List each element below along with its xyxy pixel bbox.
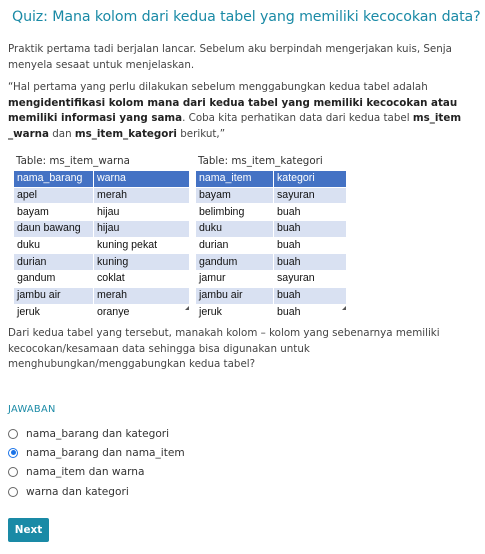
table-cell: buah — [274, 204, 347, 221]
quote-paragraph — [8, 80, 478, 142]
table-cell: buah — [274, 221, 347, 238]
table-row — [196, 237, 347, 254]
table-row — [196, 271, 347, 288]
table-cell: bayam — [196, 187, 274, 204]
table-caption: Table: ms_item_warna — [16, 155, 130, 167]
radio-button[interactable] — [8, 487, 18, 497]
data-table — [195, 170, 347, 321]
table-cell: buah — [274, 287, 347, 304]
option-label[interactable]: warna dan kategori — [26, 485, 129, 498]
quiz-title: Quiz: Mana kolom dari kedua tabel yang memiliki kecocokan data? — [12, 9, 481, 25]
option-label[interactable]: nama_barang dan nama_item — [26, 446, 185, 459]
answer-option[interactable] — [8, 484, 129, 499]
table-row — [196, 204, 347, 221]
table-cell: kuning — [94, 254, 190, 271]
intro-paragraph: Praktik pertama tadi berjalan lancar. Sebelum aku berpindah mengerjakan kuis, Senja menyela sesaat untuk menjelaskan. — [8, 43, 452, 71]
radio-button[interactable] — [8, 448, 18, 458]
table-row — [196, 221, 347, 238]
table-resize-handle — [185, 306, 189, 310]
answer-label: JAWABAN — [8, 404, 56, 415]
table-row — [14, 187, 190, 204]
table-cell: hijau — [94, 221, 190, 238]
table-cell: coklat — [94, 271, 190, 288]
next-button[interactable]: Next — [8, 518, 49, 542]
table-cell: merah — [94, 187, 190, 204]
quote-text-4: berikut,” — [176, 127, 226, 140]
answer-option[interactable] — [8, 426, 169, 441]
table-cell: jeruk — [14, 304, 94, 321]
table-cell: jeruk — [196, 304, 274, 321]
column-header: kategori — [274, 171, 347, 188]
table-cell: buah — [274, 304, 347, 321]
table-row — [14, 304, 190, 321]
quote-text-1: “Hal pertama yang perlu dilakukan sebelum menggabungkan kedua tabel adalah — [8, 81, 428, 93]
table-row — [196, 287, 347, 304]
table-row — [196, 254, 347, 271]
table-cell: apel — [14, 187, 94, 204]
table-cell: sayuran — [274, 271, 347, 288]
option-label[interactable]: nama_barang dan kategori — [26, 427, 170, 440]
table-row — [14, 271, 190, 288]
table-cell: hijau — [94, 204, 190, 221]
table-cell: belimbing — [196, 204, 274, 221]
table-cell: daun bawang — [14, 221, 94, 238]
table-caption: Table: ms_item_kategori — [198, 155, 323, 167]
column-header: nama_item — [196, 171, 274, 188]
answer-option[interactable] — [8, 464, 144, 479]
table-cell: duku — [196, 221, 274, 238]
table-ms-item-warna — [13, 154, 190, 321]
table-row — [196, 304, 347, 321]
table-row — [14, 237, 190, 254]
table-row — [14, 204, 190, 221]
table-cell: duku — [14, 237, 94, 254]
table-cell: jamur — [196, 271, 274, 288]
question-text: Dari kedua tabel yang tersebut, manakah kolom – kolom yang sebenarnya memiliki kecocokan/kesamaan data sehingga bisa digunakan untuk menghubungkan/menggabungkan kedua tabel? — [8, 327, 440, 371]
column-header: nama_barang — [14, 171, 94, 188]
quote-bold-3: ms_item_kategori — [74, 127, 177, 140]
table-resize-handle — [342, 306, 346, 310]
table-cell: sayuran — [274, 187, 347, 204]
table-cell: gandum — [196, 254, 274, 271]
table-row — [14, 221, 190, 238]
table-cell: oranye — [94, 304, 190, 321]
table-row — [14, 287, 190, 304]
table-cell: buah — [274, 254, 347, 271]
table-cell: jambu air — [196, 287, 274, 304]
table-cell: merah — [94, 287, 190, 304]
table-row — [196, 187, 347, 204]
quote-text-2: . Coba kita perhatikan data dari kedua tabel — [182, 112, 413, 125]
table-header-row — [196, 171, 347, 188]
table-cell: buah — [274, 237, 347, 254]
table-header-row — [14, 171, 190, 188]
table-cell: jambu air — [14, 287, 94, 304]
quote-text-3: dan — [48, 127, 75, 140]
option-label[interactable]: nama_item dan warna — [26, 465, 145, 478]
table-ms-item-kategori — [195, 154, 347, 321]
table-cell: durian — [14, 254, 94, 271]
radio-button[interactable] — [8, 429, 18, 439]
quote-bold-2: ms_item _warna — [8, 112, 462, 140]
radio-button[interactable] — [8, 467, 18, 477]
table-cell: bayam — [14, 204, 94, 221]
data-table — [13, 170, 190, 321]
table-cell: kuning pekat — [94, 237, 190, 254]
column-header: warna — [94, 171, 190, 188]
table-cell: gandum — [14, 271, 94, 288]
table-row — [14, 254, 190, 271]
answer-option[interactable] — [8, 445, 185, 460]
table-cell: durian — [196, 237, 274, 254]
quote-bold-1: mengidentifikasi kolom mana dari kedua tabel yang memiliki kecocokan atau memiliki informasi yang sama — [8, 96, 458, 125]
